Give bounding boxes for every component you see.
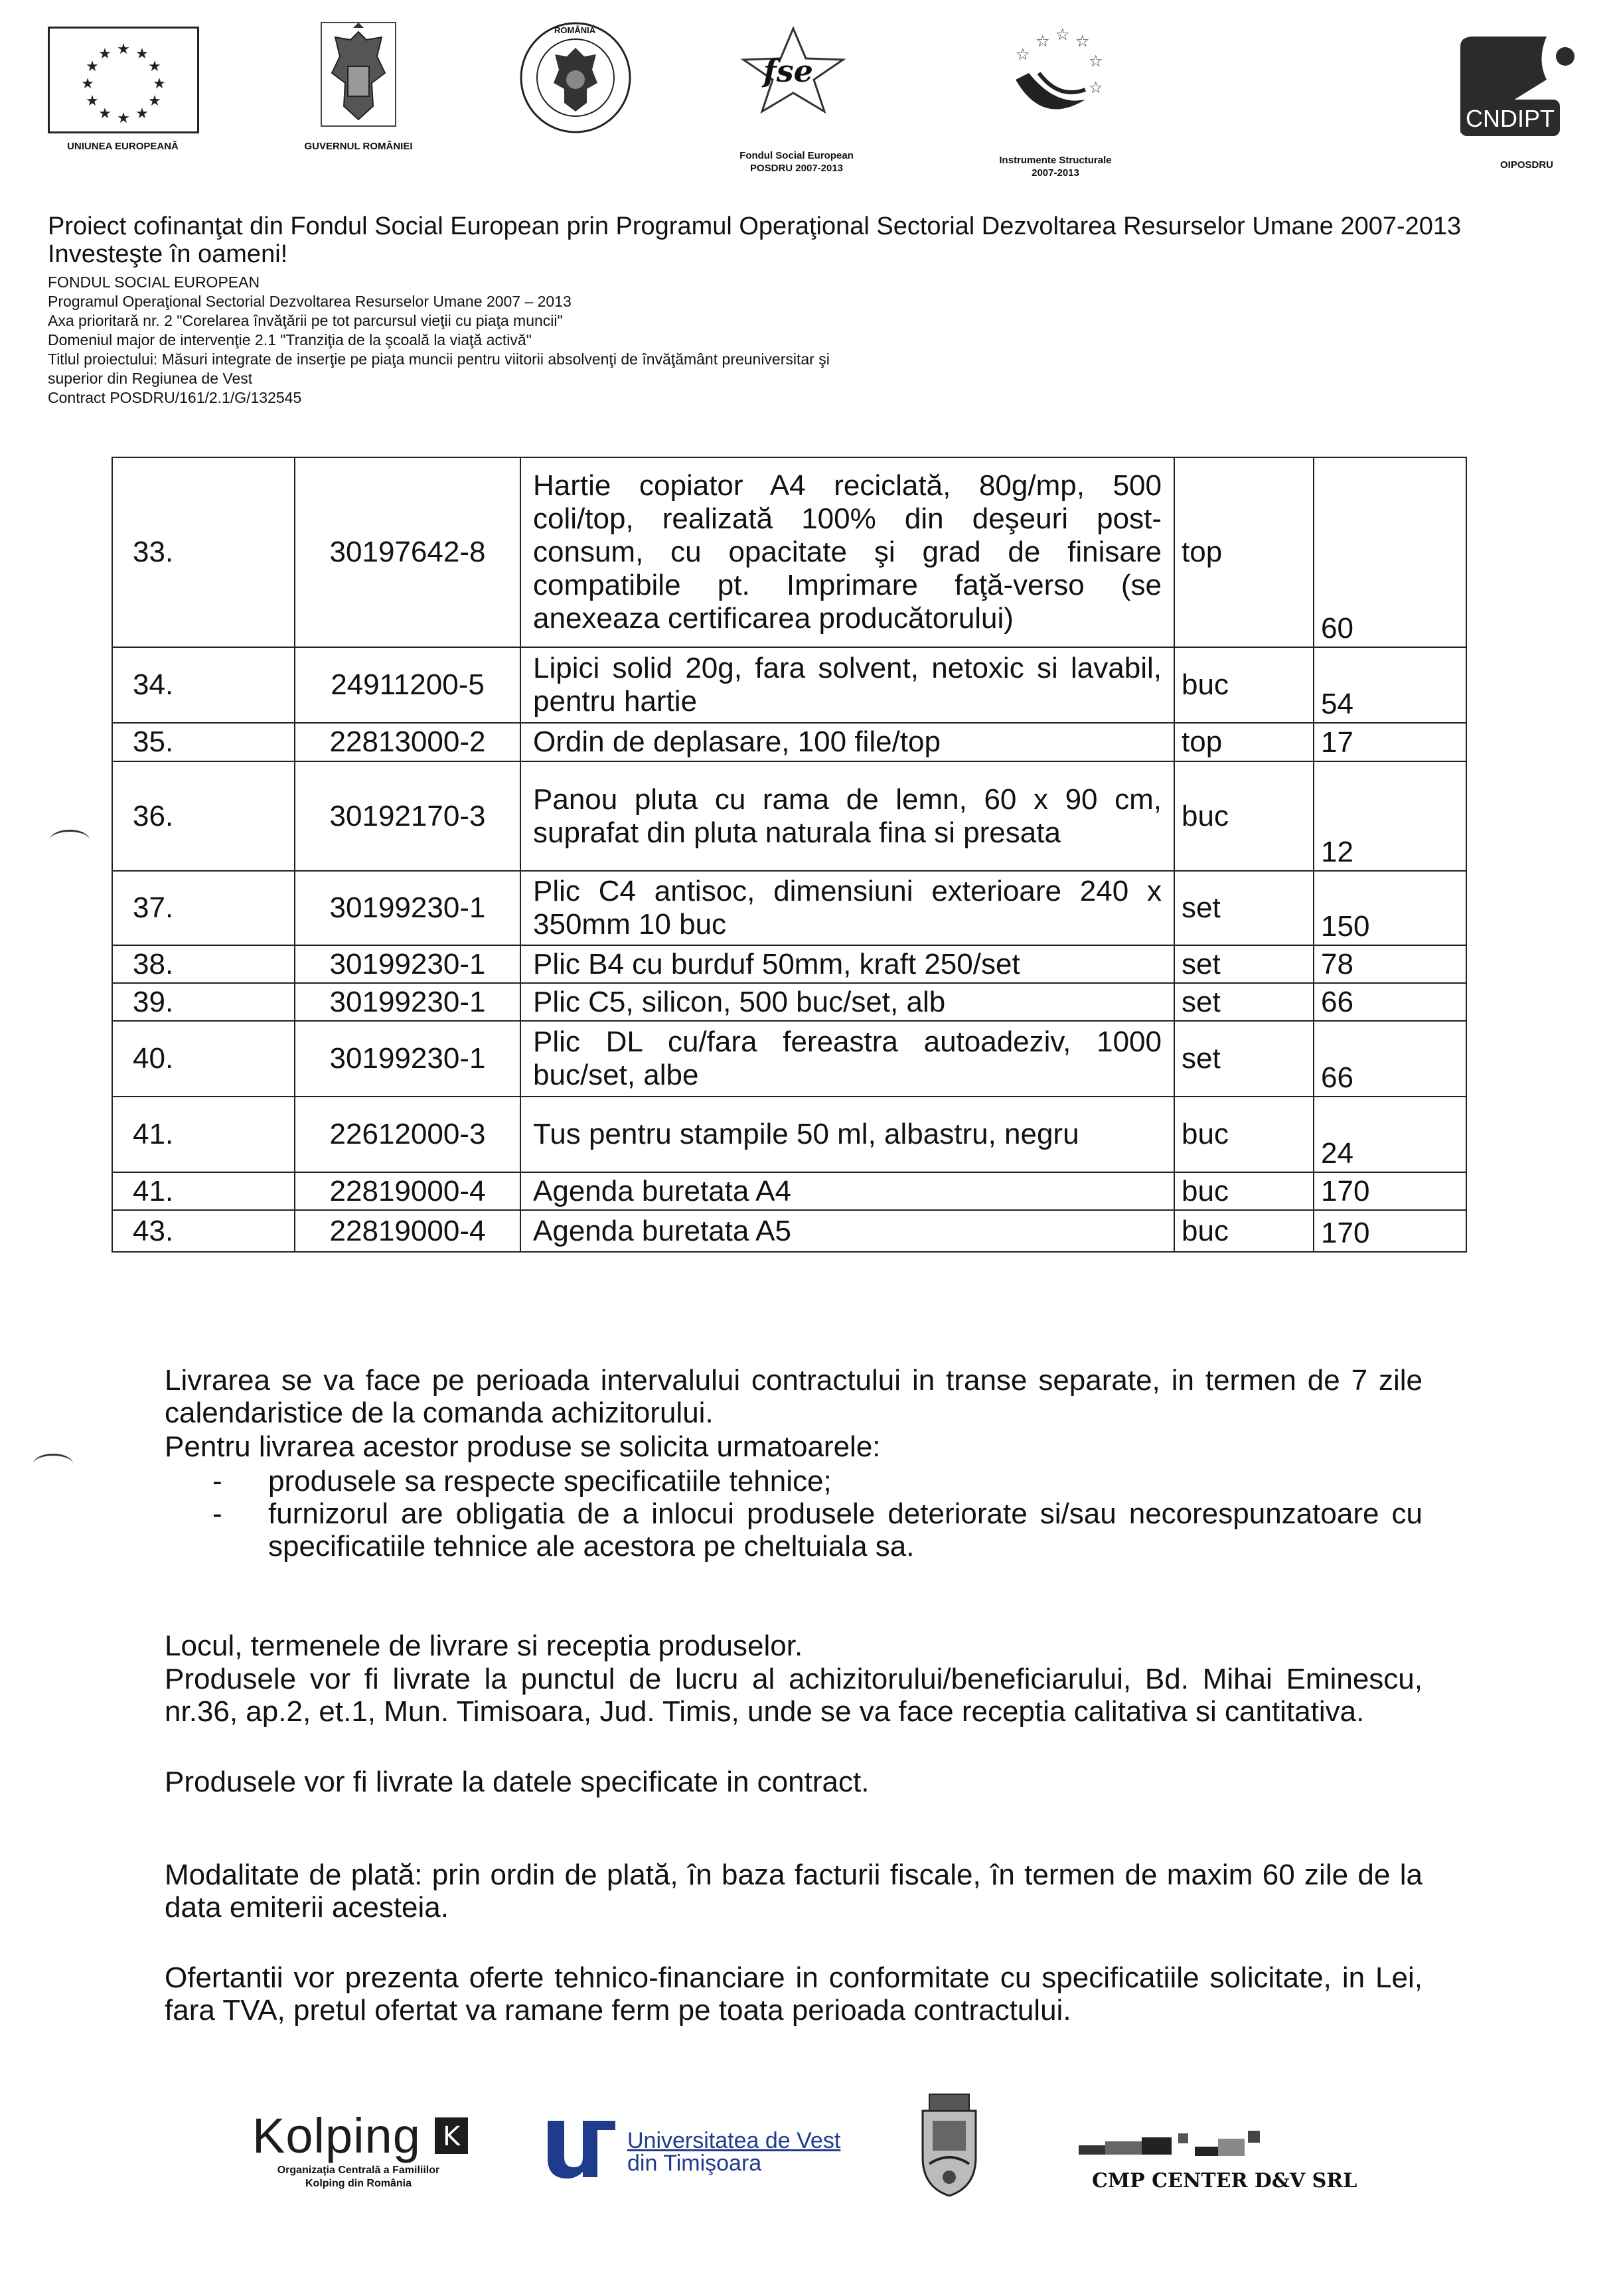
cpv-code: 22819000-4 (295, 1210, 520, 1252)
gov-caption: GUVERNUL ROMÂNIEI (304, 141, 413, 152)
svg-text:★: ★ (86, 93, 99, 110)
cpv-code: 30199230-1 (295, 945, 520, 983)
cofinance-line: Proiect cofinanţat din Fondul Social European prin Programul Operaţional Sectorial Dezvoltarea Resurselor Umane 2007-2013 (48, 212, 1462, 240)
unit: set (1174, 871, 1314, 945)
cpv-code: 30192170-3 (295, 761, 520, 871)
row-number: 43. (112, 1210, 295, 1252)
quantity: 17 (1314, 723, 1466, 761)
uvt-logo-icon (544, 2117, 617, 2184)
quantity: 66 (1314, 1021, 1466, 1097)
kolping-caption (246, 2164, 471, 2190)
product-description: Agenda buretata A5 (520, 1210, 1174, 1252)
uvt-name (627, 2129, 840, 2175)
delivery-paragraph: Livrarea se va face pe perioada intervalului contractului in transe separate, in termen de 7 zile calendaristice de la comanda achizitorului. (165, 1364, 1423, 1429)
axis-line: Axa prioritară nr. 2 "Corelarea învăţării pe tot parcursul vieţii cu piaţa muncii" (48, 312, 563, 329)
offers-paragraph: Ofertantii vor prezenta oferte tehnico-financiare in conformitate cu specificatiile solicitate, in Lei, fara TVA, pretul ofertat va ramane ferm pe toata perioada contractului. (165, 1961, 1423, 2027)
eu-flag-logo (48, 27, 199, 133)
margin-mark (33, 1454, 73, 1474)
table-row (112, 1021, 1466, 1097)
eu-caption: UNIUNEA EUROPEANĂ (67, 141, 179, 152)
kolping-wordmark: Kolping (252, 2108, 421, 2163)
unit: top (1174, 457, 1314, 647)
cpv-code: 30199230-1 (295, 871, 520, 945)
payment-paragraph: Modalitate de plată: prin ordin de plată, în baza facturii fiscale, în termen de maxim 60 zile de la data emiterii acesteia. (165, 1859, 1423, 1924)
oiposdru-caption: OIPOSDRU (1500, 159, 1553, 171)
quantity: 170 (1314, 1210, 1466, 1252)
unit: buc (1174, 1097, 1314, 1172)
svg-text:K: K (443, 2121, 461, 2152)
cmp-center-name: CMP CENTER D&V SRL (1092, 2169, 1357, 2192)
program-line: Programul Operaţional Sectorial Dezvoltarea Resurselor Umane 2007 – 2013 (48, 293, 572, 310)
svg-text:★: ★ (153, 76, 166, 92)
cpv-code: 22612000-3 (295, 1097, 520, 1172)
unit: set (1174, 945, 1314, 983)
fse-star-logo (737, 25, 850, 118)
svg-text:☆: ☆ (1089, 52, 1103, 70)
dates-paragraph: Produsele vor fi livrate la datele specificate in contract. (165, 1766, 870, 1798)
row-number: 36. (112, 761, 295, 871)
svg-text:★: ★ (81, 76, 94, 92)
romania-coat-of-arms-icon (319, 20, 398, 133)
svg-text:★: ★ (98, 46, 112, 62)
structural-instruments-logo (1002, 27, 1115, 136)
bullet-dash: - (212, 1465, 222, 1497)
seal-text: ROMÂNIA (554, 25, 596, 35)
quantity: 66 (1314, 983, 1466, 1021)
table-row (112, 1097, 1466, 1172)
list-item (212, 1465, 1423, 1497)
row-number: 41. (112, 1172, 295, 1210)
fund-line: FONDUL SOCIAL EUROPEAN (48, 273, 260, 291)
svg-text:☆: ☆ (1016, 45, 1030, 64)
kolping-caption-line1: Organizaţia Centrală a Familiilor (277, 2165, 440, 2176)
svg-text:★: ★ (117, 110, 130, 127)
cpv-code: 24911200-5 (295, 647, 520, 723)
is-caption-line1: Instrumente Structurale (999, 155, 1112, 166)
svg-text:☆: ☆ (1055, 27, 1070, 44)
timisoara-coat-of-arms-icon (913, 2091, 986, 2200)
unit: set (1174, 983, 1314, 1021)
svg-text:★: ★ (117, 41, 130, 58)
cmp-center-logo-icon (1079, 2124, 1298, 2167)
place-title: Locul, termenele de livrare si receptia produselor. (165, 1630, 803, 1662)
unit: buc (1174, 1210, 1314, 1252)
svg-text:★: ★ (86, 58, 99, 75)
table-row (112, 871, 1466, 945)
svg-text:★: ★ (135, 46, 149, 62)
eu-stars-icon (50, 29, 197, 131)
product-description: Agenda buretata A4 (520, 1172, 1174, 1210)
row-number: 41. (112, 1097, 295, 1172)
bullet-text: produsele sa respecte specificatiile tehnice; (268, 1465, 832, 1497)
uvt-line1: Universitatea de Vest (627, 2128, 841, 2153)
quantity: 24 (1314, 1097, 1466, 1172)
table-row (112, 647, 1466, 723)
quantity: 78 (1314, 945, 1466, 983)
row-number: 38. (112, 945, 295, 983)
quantity: 60 (1314, 457, 1466, 647)
bullet-text: furnizorul are obligatia de a inlocui produsele deteriorate si/sau necorespunzatoare cu specificatiile tehnice ale acestora pe cheltuiala sa. (268, 1497, 1423, 1563)
product-description: Hartie copiator A4 reciclată, 80g/mp, 500 coli/top, realizată 100% din deşeuri post-consum, cu opacitate şi grad de finisare compatibile pt. Imprimare faţă-verso (se anexeaza certificarea producătorului) (520, 457, 1174, 647)
margin-mark (50, 830, 90, 850)
quantity: 12 (1314, 761, 1466, 871)
product-description: Plic C4 antisoc, dimensiuni exterioare 240 x 350mm 10 buc (520, 871, 1174, 945)
uvt-line2: din Timişoara (627, 2151, 762, 2176)
row-number: 40. (112, 1021, 295, 1097)
bullet-dash: - (212, 1497, 222, 1530)
motto-line: Investeşte în oameni! (48, 240, 288, 268)
svg-text:☆: ☆ (1075, 32, 1090, 50)
fse-caption (704, 149, 889, 175)
svg-text:★: ★ (98, 106, 112, 122)
requirements-intro: Pentru livrarea acestor produse se solicita urmatoarele: (165, 1430, 881, 1463)
domain-line: Domeniul major de intervenţie 2.1 "Tranziţia de la şcoală la viaţă activă" (48, 331, 532, 348)
row-number: 34. (112, 647, 295, 723)
table-row (112, 1172, 1466, 1210)
cpv-code: 30199230-1 (295, 983, 520, 1021)
product-description: Plic B4 cu burduf 50mm, kraft 250/set (520, 945, 1174, 983)
svg-text:★: ★ (135, 106, 149, 122)
product-description: Lipici solid 20g, fara solvent, netoxic si lavabil, pentru hartie (520, 647, 1174, 723)
quantity: 54 (1314, 647, 1466, 723)
fse-caption-line1: Fondul Social European (739, 150, 854, 161)
products-table (112, 457, 1467, 1253)
product-description: Panou pluta cu rama de lemn, 60 x 90 cm, suprafat din pluta naturala fina si presata (520, 761, 1174, 871)
row-number: 35. (112, 723, 295, 761)
round-seal-icon (518, 20, 634, 139)
fse-mark: fse (763, 53, 813, 89)
is-caption-line2: 2007-2013 (1032, 167, 1079, 179)
contract-line: Contract POSDRU/161/2.1/G/132545 (48, 389, 302, 406)
cndipt-text: CNDIPT (1466, 105, 1555, 132)
cpv-code: 30197642-8 (295, 457, 520, 647)
kolping-caption-line2: Kolping din România (305, 2178, 412, 2189)
svg-text:☆: ☆ (1089, 78, 1103, 97)
place-paragraph: Produsele vor fi livrate la punctul de lucru al achizitorului/beneficiarului, Bd. Mihai Eminescu, nr.36, ap.2, et.1, Mun. Timisoara, Jud. Timis, unde se va face receptia calitativa si cantitativa. (165, 1663, 1423, 1728)
unit: set (1174, 1021, 1314, 1097)
kolping-k-icon (435, 2117, 468, 2157)
table-row (112, 945, 1466, 983)
unit: buc (1174, 647, 1314, 723)
cpv-code: 22813000-2 (295, 723, 520, 761)
unit: top (1174, 723, 1314, 761)
row-number: 33. (112, 457, 295, 647)
fse-caption-line2: POSDRU 2007-2013 (749, 163, 844, 174)
table-row (112, 983, 1466, 1021)
project-title-line1: Titlul proiectului: Măsuri integrate de inserţie pe piaţa muncii pentru viitorii absolvenţi de învăţământ preuniversitar şi (48, 350, 830, 368)
product-description: Tus pentru stampile 50 ml, albastru, negru (520, 1097, 1174, 1172)
row-number: 37. (112, 871, 295, 945)
row-number: 39. (112, 983, 295, 1021)
project-title-line2: superior din Regiunea de Vest (48, 370, 253, 387)
cndipt-logo (1447, 33, 1580, 149)
cpv-code: 30199230-1 (295, 1021, 520, 1097)
product-description: Ordin de deplasare, 100 file/top (520, 723, 1174, 761)
quantity: 150 (1314, 871, 1466, 945)
product-description: Plic C5, silicon, 500 buc/set, alb (520, 983, 1174, 1021)
cpv-code: 22819000-4 (295, 1172, 520, 1210)
unit: buc (1174, 1172, 1314, 1210)
svg-text:☆: ☆ (1036, 32, 1050, 50)
table-row (112, 761, 1466, 871)
unit: buc (1174, 761, 1314, 871)
requirements-list (212, 1465, 1423, 1563)
svg-text:★: ★ (148, 58, 161, 75)
table-row (112, 457, 1466, 647)
quantity: 170 (1314, 1172, 1466, 1210)
table-row (112, 1210, 1466, 1252)
is-caption (976, 154, 1135, 179)
svg-text:★: ★ (148, 93, 161, 110)
list-item (212, 1497, 1423, 1563)
product-description: Plic DL cu/fara fereastra autoadeziv, 1000 buc/set, albe (520, 1021, 1174, 1097)
table-row (112, 723, 1466, 761)
